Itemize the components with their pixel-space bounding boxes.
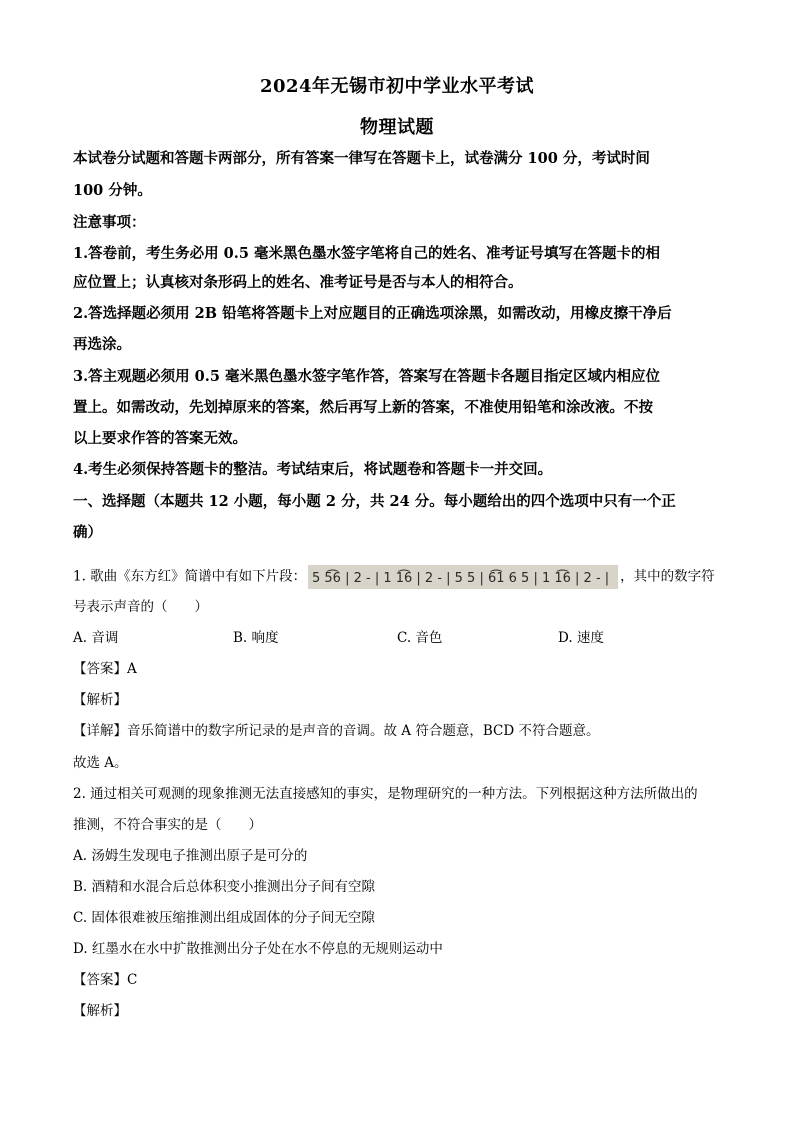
exam-title: 2024年无锡市初中学业水平考试 xyxy=(259,76,535,97)
section-1-heading-line-2: 确） xyxy=(73,524,102,541)
note-2-line-2: 再选涂。 xyxy=(73,336,131,353)
intro-line-2: 100 分钟。 xyxy=(73,182,152,199)
q2-option-a: A. 汤姆生发现电子推测出原子是可分的 xyxy=(73,848,308,864)
q1-conclusion: 故选 A。 xyxy=(73,755,128,771)
q1-stem-before: 1. 歌曲《东方红》简谱中有如下片段： xyxy=(73,568,307,585)
q2-option-c: C. 固体很难被压缩推测出组成固体的分子间无空隙 xyxy=(73,910,375,926)
q1-answer: 【答案】A xyxy=(73,661,137,677)
intro-line-1: 本试卷分试题和答题卡两部分，所有答案一律写在答题卡上，试卷满分 100 分，考试时间 xyxy=(73,150,650,167)
section-1-heading-line-1: 一、选择题（本题共 12 小题，每小题 2 分，共 24 分。每小题给出的四个选项中只有一个正 xyxy=(73,493,676,510)
notes-heading: 注意事项： xyxy=(73,214,146,231)
q2-stem-line-1: 2. 通过相关可观测的现象推测无法直接感知的事实，是物理研究的一种方法。下列根据这种方法所做出的 xyxy=(73,786,698,802)
exam-subtitle: 物理试题 xyxy=(360,117,434,138)
numbered-notation-image xyxy=(308,565,618,589)
note-3-line-3: 以上要求作答的答案无效。 xyxy=(73,430,247,447)
q1-stem-line-1 xyxy=(73,565,733,589)
q1-stem-line-2: 号表示声音的（ ） xyxy=(73,599,208,615)
q1-option-d: D. 速度 xyxy=(558,630,604,646)
q1-stem-after: ，其中的数字符 xyxy=(620,568,715,585)
note-1-line-1: 1.答卷前，考生务必用 0.5 毫米黑色墨水签字笔将自己的姓名、准考证号填写在答题卡的相 xyxy=(73,245,660,262)
q2-stem-line-2: 推测，不符合事实的是（ ） xyxy=(73,817,262,833)
q1-option-a: A. 音调 xyxy=(73,630,119,646)
q2-option-b: B. 酒精和水混合后总体积变小推测出分子间有空隙 xyxy=(73,879,376,895)
q1-option-c: C. 音色 xyxy=(397,630,443,646)
notation-text: 5 5͡6 | 2 - | 1 1͡6 | 2 - | 5 5 | 6͡1 6 5 | 1 1͡6 | 2 - | xyxy=(312,571,610,586)
note-4: 4.考生必须保持答题卡的整洁。考试结束后，将试题卷和答题卡一并交回。 xyxy=(73,461,553,478)
q2-option-d: D. 红墨水在水中扩散推测出分子处在水不停息的无规则运动中 xyxy=(73,941,443,957)
note-3-line-1: 3.答主观题必须用 0.5 毫米黑色墨水签字笔作答，答案写在答题卡各题目指定区域内相应位 xyxy=(73,368,660,385)
note-1-line-2: 应位置上；认真核对条形码上的姓名、准考证号是否与本人的相符合。 xyxy=(73,274,523,291)
note-2-line-1: 2.答选择题必须用 2B 铅笔将答题卡上对应题目的正确选项涂黑，如需改动，用橡皮擦干净后 xyxy=(73,305,672,322)
q1-option-b: B. 响度 xyxy=(233,630,279,646)
q2-analysis-label: 【解析】 xyxy=(73,1003,127,1019)
note-3-line-2: 置上。如需改动，先划掉原来的答案，然后再写上新的答案，不准使用铅笔和涂改液。不按 xyxy=(73,399,653,416)
q2-answer: 【答案】C xyxy=(73,972,138,988)
q1-detail: 【详解】音乐简谱中的数字所记录的是声音的音调。故 A 符合题意，BCD 不符合题意。 xyxy=(73,723,600,739)
q1-analysis-label: 【解析】 xyxy=(73,692,127,708)
